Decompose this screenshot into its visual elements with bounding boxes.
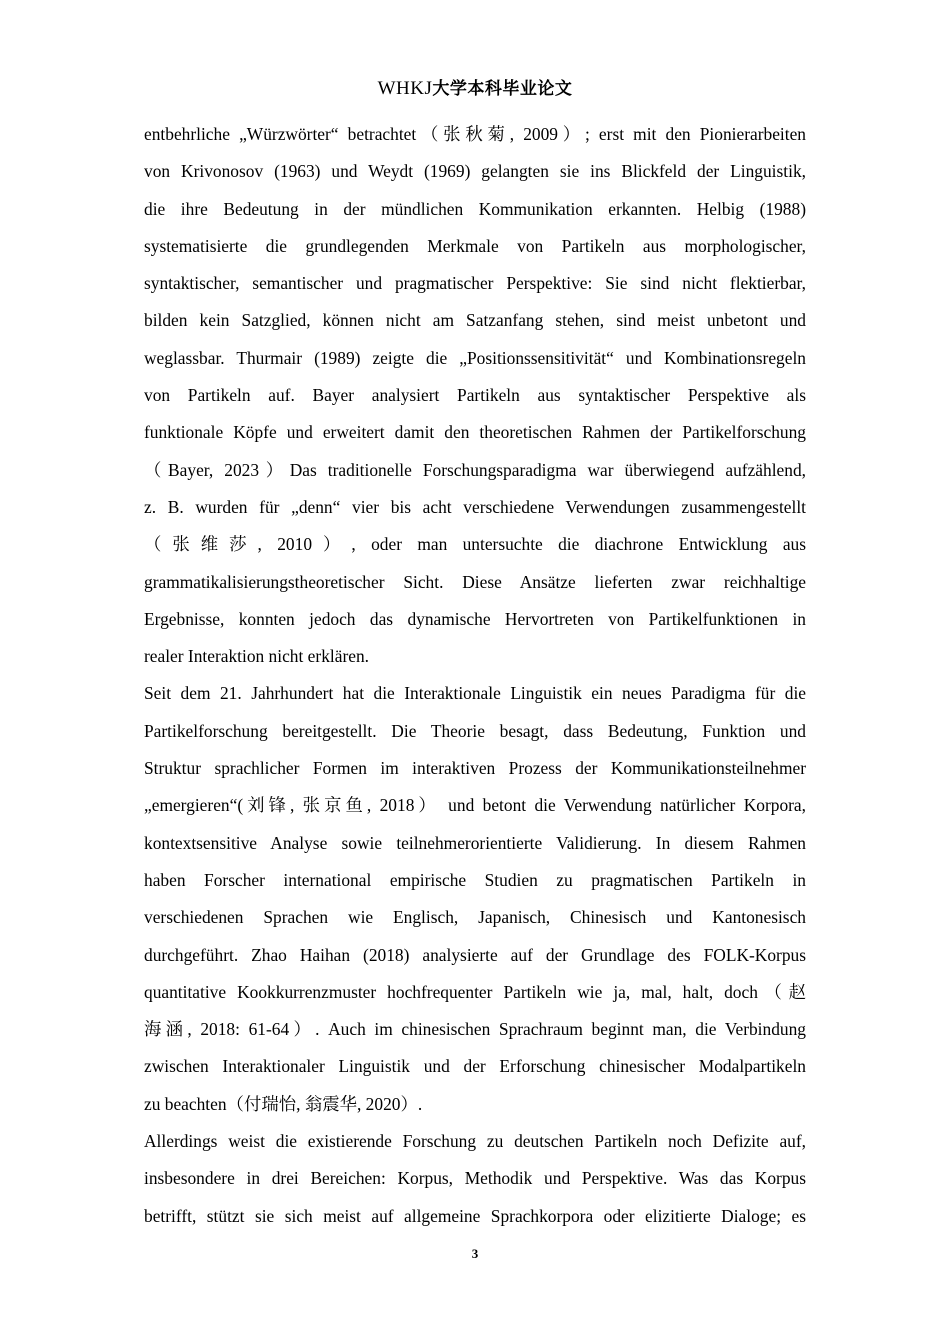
header-chinese: 大学本科毕业论文 [432, 79, 573, 99]
page-number: 3 [471, 1246, 479, 1261]
text-line: systematisierte die grundlegenden Merkmale von Partikeln aus morphologischer, [144, 235, 806, 256]
text-line: （Bayer, 2023）Das traditionelle Forschungsparadigma war überwiegend aufzählend, [144, 459, 806, 480]
text-line: Allerdings weist die existierende Forschung zu deutschen Partikeln noch Defizite auf, [144, 1131, 806, 1152]
text-line: syntaktischer, semantischer und pragmatischer Perspektive: Sie sind nicht flektierbar, [144, 273, 806, 294]
text-line: realer Interaktion nicht erklären. [144, 646, 369, 667]
text-line: Seit dem 21. Jahrhundert hat die Interaktionale Linguistik ein neues Paradigma für die [144, 683, 806, 704]
text-line: （张维莎, 2010）, oder man untersuchte die diachrone Entwicklung aus [144, 534, 806, 555]
body-text [144, 116, 806, 1235]
paragraph [144, 675, 806, 1123]
text-line: Struktur sprachlicher Formen im interaktiven Prozess der Kommunikationsteilnehmer [144, 758, 806, 779]
text-line: z. B. wurden für „denn“ vier bis acht verschiedene Verwendungen zusammengestellt [144, 496, 806, 517]
text-line: Partikelforschung bereitgestellt. Die Theorie besagt, dass Bedeutung, Funktion und [144, 720, 806, 741]
text-line: zu beachten（付瑞怡, 翁震华, 2020）. [144, 1093, 423, 1114]
text-line: von Partikeln auf. Bayer analysiert Partikeln aus syntaktischer Perspektive als [144, 385, 806, 406]
paragraph [144, 116, 806, 675]
text-line: verschiedenen Sprachen wie Englisch, Japanisch, Chinesisch und Kantonesisch [144, 907, 806, 928]
text-line: von Krivonosov (1963) und Weydt (1969) gelangten sie ins Blickfeld der Linguistik, [144, 161, 806, 182]
text-line: durchgeführt. Zhao Haihan (2018) analysierte auf der Grundlage des FOLK-Korpus [144, 944, 806, 965]
text-line: grammatikalisierungstheoretischer Sicht. Diese Ansätze lieferten zwar reichhaltige [144, 571, 806, 592]
text-line: haben Forscher international empirische Studien zu pragmatischen Partikeln in [144, 869, 806, 890]
text-line: kontextsensitive Analyse sowie teilnehmerorientierte Validierung. In diesem Rahmen [144, 832, 806, 853]
text-line: Ergebnisse, konnten jedoch das dynamische Hervortreten von Partikelfunktionen in [144, 608, 806, 629]
text-line: funktionale Köpfe und erweitert damit den theoretischen Rahmen der Partikelforschung [144, 422, 806, 443]
text-line: quantitative Kookkurrenzmuster hochfrequenter Partikeln wie ja, mal, halt, doch（赵 [144, 981, 806, 1002]
text-line: zwischen Interaktionaler Linguistik und der Erforschung chinesischer Modalpartikeln [144, 1056, 806, 1077]
text-line: entbehrliche „Würzwörter“ betrachtet（张秋菊, 2009）; erst mit den Pionierarbeiten [144, 124, 806, 144]
running-header [0, 74, 950, 100]
header-latin: WHKJ [377, 78, 433, 99]
text-line: die ihre Bedeutung in der mündlichen Kommunikation erkannten. Helbig (1988) [144, 198, 806, 219]
paragraph [144, 1123, 806, 1235]
text-line: weglassbar. Thurmair (1989) zeigte die „Positionssensitivität“ und Kombinationsregeln [144, 347, 806, 368]
text-line: 海涵, 2018: 61-64）. Auch im chinesischen Sprachraum beginnt man, die Verbindung [144, 1019, 806, 1040]
text-line: betrifft, stützt sie sich meist auf allgemeine Sprachkorpora oder elizitierte Dialoge; es [144, 1205, 806, 1226]
text-line: insbesondere in drei Bereichen: Korpus, Methodik und Perspektive. Was das Korpus [144, 1168, 806, 1189]
text-line: „emergieren“(刘锋, 张京鱼, 2018） und betont die Verwendung natürlicher Korpora, [144, 795, 806, 816]
text-line: bilden kein Satzglied, können nicht am Satzanfang stehen, sind meist unbetont und [144, 310, 806, 331]
